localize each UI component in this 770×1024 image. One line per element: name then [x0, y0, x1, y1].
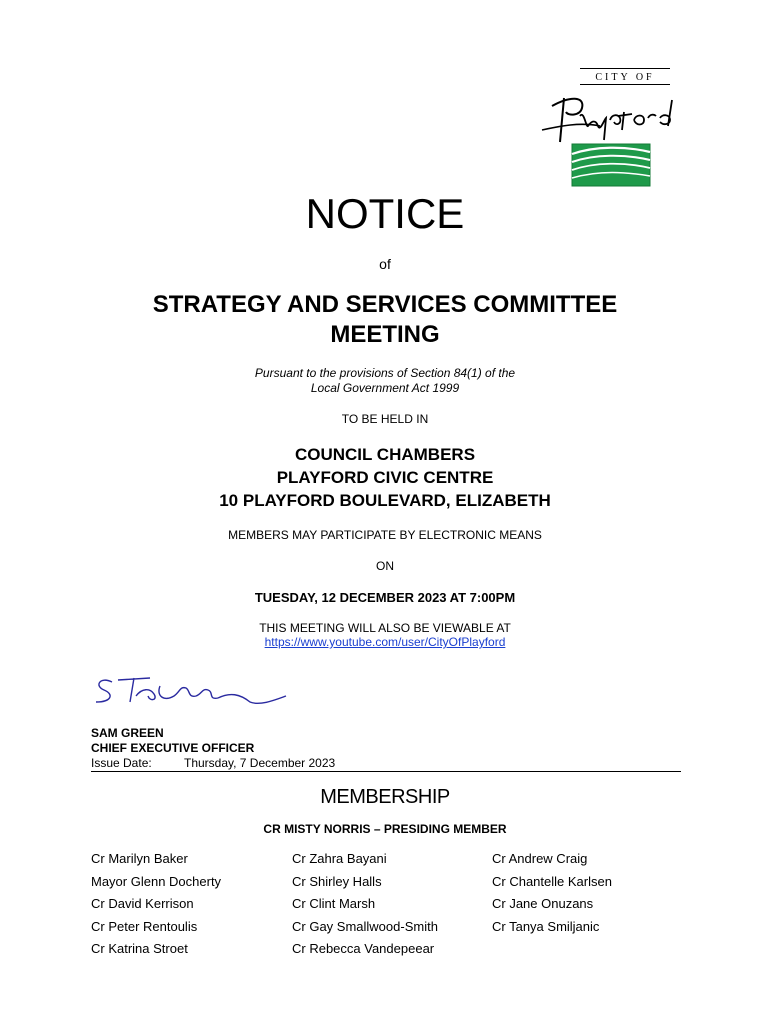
issue-date-value: Thursday, 7 December 2023 [184, 756, 336, 770]
section-divider [91, 771, 681, 772]
logo-city-of-text: CITY OF [595, 72, 655, 83]
logo-rule [580, 68, 670, 69]
venue-line-1: COUNCIL CHAMBERS [294, 445, 476, 464]
pursuant-line-2: Local Government Act 1999 [310, 381, 460, 395]
notice-title: NOTICE [305, 190, 465, 237]
member-item: Cr Chantelle Karlsen [492, 873, 612, 889]
electronic-means-text: MEMBERS MAY PARTICIPATE BY ELECTRONIC MEANS [228, 528, 542, 542]
committee-title-line-2: MEETING [330, 321, 440, 348]
member-item: Cr Tanya Smiljanic [492, 918, 600, 934]
meeting-date-time: TUESDAY, 12 DECEMBER 2023 AT 7:00PM [254, 590, 516, 605]
member-item: Cr Shirley Halls [292, 873, 382, 889]
ceo-signature-icon [90, 666, 290, 716]
member-item: Cr Zahra Bayani [292, 851, 387, 866]
committee-title [0, 290, 770, 350]
venue-line-2: PLAYFORD CIVIC CENTRE [276, 468, 494, 487]
pursuant-line-1: Pursuant to the provisions of Section 84(1) of the [254, 366, 516, 380]
member-item: Cr Andrew Craig [492, 851, 588, 866]
presiding-member: CR MISTY NORRIS – PRESIDING MEMBER [263, 822, 507, 836]
notice-of-text: of [379, 256, 391, 272]
member-item: Cr Katrina Stroet [91, 941, 188, 956]
pursuant-text [0, 366, 770, 396]
logo-rule [580, 84, 670, 85]
member-item: Mayor Glenn Docherty [91, 873, 222, 889]
member-item: Cr Jane Onuzans [492, 896, 594, 911]
ceo-name: SAM GREEN [91, 726, 164, 740]
membership-heading: MEMBERSHIP [320, 786, 450, 808]
committee-title-line-1: STRATEGY AND SERVICES COMMITTEE [152, 291, 618, 318]
issue-date-row [91, 756, 335, 771]
member-item: Cr David Kerrison [91, 896, 194, 911]
viewable-block [0, 621, 770, 649]
venue-block [0, 443, 770, 512]
youtube-link[interactable]: https://www.youtube.com/user/CityOfPlayford [264, 635, 506, 649]
members-list [91, 850, 691, 963]
member-item: Cr Marilyn Baker [91, 851, 188, 866]
issue-date-label: Issue Date: [91, 756, 152, 770]
viewable-text: THIS MEETING WILL ALSO BE VIEWABLE AT [259, 621, 511, 635]
to-be-held-in-text: TO BE HELD IN [341, 412, 429, 426]
ceo-block [91, 726, 335, 771]
playford-wordmark-icon [540, 86, 680, 190]
member-item: Cr Peter Rentoulis [91, 918, 198, 934]
on-text: ON [376, 559, 394, 573]
city-of-playford-logo [540, 66, 680, 190]
member-item: Cr Rebecca Vandepeear [292, 941, 435, 956]
member-item: Cr Clint Marsh [292, 896, 376, 911]
venue-line-3: 10 PLAYFORD BOULEVARD, ELIZABETH [219, 491, 551, 510]
ceo-title: CHIEF EXECUTIVE OFFICER [91, 741, 255, 755]
member-item: Cr Gay Smallwood-Smith [292, 918, 438, 934]
